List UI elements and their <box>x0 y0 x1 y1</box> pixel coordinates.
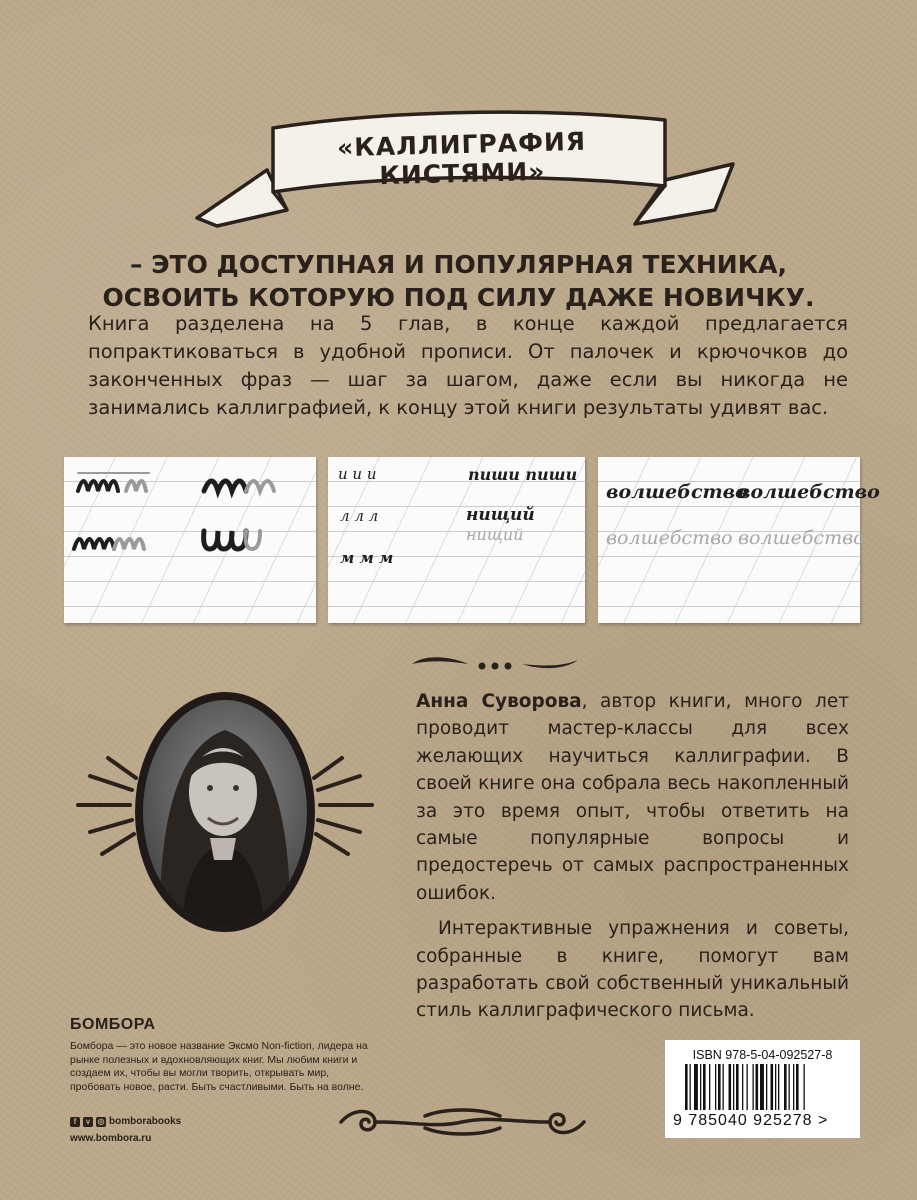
barcode-digits: 9 785040 925278 > <box>673 1112 829 1129</box>
author-bio-text-2: Интерактивные упражнения и советы, собранные в книге, помогут вам разработать свой собственный уникальный стиль каллиграфического письма. <box>416 918 849 1022</box>
banner-title: «КАЛЛИГРАФИЯ КИСТЯМИ» <box>336 126 587 191</box>
word-volshebstvo-1: волшебство <box>606 481 748 503</box>
author-bio-text: , автор книги, много лет проводит мастер-классы для всех желающих научиться каллиграфии. В своей книге она собрала весь накопленный за это время опыт, чтобы ответить на самые популярные вопросы и предостеречь от самых распространенных ошибок. <box>416 691 849 904</box>
word-volshebstvo-4: волшебство <box>738 527 865 549</box>
headline-line-2: ОСВОИТЬ КОТОРУЮ ПОД СИЛУ ДАЖЕ НОВИЧКУ. <box>102 283 815 312</box>
practice-sheet-strokes <box>64 457 316 623</box>
letters-i: и и и <box>338 465 377 483</box>
word-volshebstvo-3: волшебство <box>606 527 733 549</box>
social-handle[interactable]: bomborabooks <box>109 1116 182 1127</box>
author-portrait <box>50 670 400 970</box>
publisher-website-link[interactable]: www.bombora.ru <box>70 1133 152 1144</box>
facebook-icon[interactable]: f <box>70 1117 80 1127</box>
brush-strokes-illustration <box>64 457 316 623</box>
publisher-logo-text: БОМБОРА <box>70 1016 156 1033</box>
publisher-description: Бомбора — это новое название Эксмо Non-fiction, лидера на рынке полезных и вдохновляющих книг. Мы любим книги и создаем их, чтобы вы могли творить, открывать мир, пробовать новое, расти. Быть счастливыми. Быть на волне. <box>70 1040 368 1093</box>
word-nishchiy: нищий <box>466 505 535 525</box>
intro-paragraph: Книга разделена на 5 глав, в конце каждой предлагается попрактиковаться в удобной прописи. От палочек и крючочков до законченных фраз — шаг за шагом, даже если вы никогда не занимались каллиграфией, к концу этой книги результаты удивят вас. <box>88 312 848 419</box>
decorative-divider <box>410 650 580 678</box>
practice-sheet-words <box>598 457 880 623</box>
instagram-icon[interactable]: ◎ <box>97 1116 105 1126</box>
barcode-panel <box>665 1040 860 1138</box>
isbn-text: ISBN 978-5-04-092527-8 <box>692 1048 833 1062</box>
headline <box>60 248 857 314</box>
letters-l: л л л <box>340 507 379 525</box>
barcode-bars <box>685 1064 845 1114</box>
social-links <box>70 1116 181 1127</box>
bottom-flourish <box>335 1100 590 1145</box>
letters-m: м м м <box>340 549 394 567</box>
word-pishi: пиши пиши <box>468 465 578 484</box>
headline-line-1: – ЭТО ДОСТУПНАЯ И ПОПУЛЯРНАЯ ТЕХНИКА, <box>130 250 787 279</box>
author-name: Анна Суворова <box>416 691 582 712</box>
word-nishchiy-light: нищий <box>466 525 524 544</box>
word-volshebstvo-2: волшебство <box>738 481 880 503</box>
author-bio <box>416 688 849 1025</box>
practice-sheet-letters <box>328 457 585 623</box>
vk-icon[interactable]: v <box>83 1117 93 1127</box>
